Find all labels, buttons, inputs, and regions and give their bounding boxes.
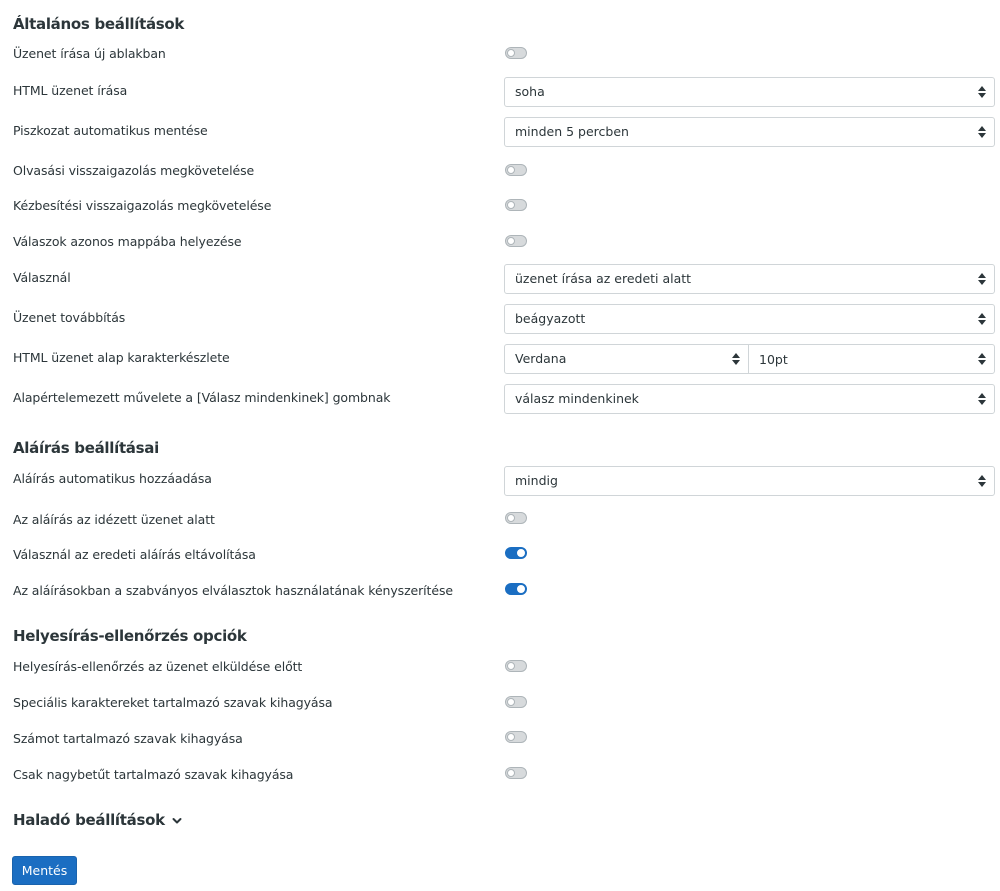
ignore-symbols-label: Speciális karaktereket tartalmazó szavak kihagyása [13,695,333,710]
toggle-knob [507,166,515,174]
reply-mode-label: Válasznál [13,270,71,285]
autosave-label: Piszkozat automatikus mentése [13,123,208,138]
default-font-label: HTML üzenet alap karakterkészlete [13,350,230,365]
select-arrows-icon [978,126,986,138]
reply-same-folder-label: Válaszok azonos mappába helyezése [13,234,242,249]
force-separator-label: Az aláírásokban a szabványos elválasztok használatának kényszerítése [13,583,453,598]
toggle-knob [507,662,515,670]
ignore-symbols-toggle[interactable] [505,696,527,708]
compose-new-window-toggle[interactable] [505,47,527,59]
default-font-value: Verdana [515,351,567,366]
html-compose-value: soha [515,84,545,99]
reply-all-default-value: válasz mindenkinek [515,391,639,406]
signature-below-quote-label: Az aláírás az idézett üzenet alatt [13,512,215,527]
reply-all-default-select[interactable] [504,384,995,414]
section-title-spellcheck: Helyesírás-ellenőrzés opciók [13,627,247,645]
select-arrows-icon [732,353,740,365]
toggle-knob [517,585,525,593]
select-arrows-icon [978,475,986,487]
select-arrows-icon [978,353,986,365]
forward-mode-select[interactable] [504,304,995,334]
forward-mode-label: Üzenet továbbítás [13,310,126,325]
read-receipt-toggle[interactable] [505,164,527,176]
reply-all-default-label: Alapértelemezett művelete a [Válasz mindenkinek] gombnak [13,390,391,405]
signature-auto-add-label: Aláírás automatikus hozzáadása [13,471,212,486]
section-title-general: Általános beállítások [13,15,185,33]
compose-new-window-label: Üzenet írása új ablakban [13,46,166,61]
reply-same-folder-toggle[interactable] [505,235,527,247]
select-arrows-icon [978,86,986,98]
html-compose-label: HTML üzenet írása [13,83,128,98]
delivery-receipt-toggle[interactable] [505,199,527,211]
save-button[interactable]: Mentés [12,856,77,885]
ignore-caps-toggle[interactable] [505,767,527,779]
autosave-value: minden 5 percben [515,124,629,139]
signature-auto-add-select[interactable] [504,466,995,496]
toggle-knob [507,698,515,706]
ignore-numbers-label: Számot tartalmazó szavak kihagyása [13,731,243,746]
toggle-knob [507,769,515,777]
default-font-size-value: 10pt [759,352,788,367]
reply-mode-value: üzenet írása az eredeti alatt [515,271,692,286]
toggle-knob [507,733,515,741]
toggle-knob [507,49,515,57]
strip-signature-label: Válasznál az eredeti aláírás eltávolítása [13,547,256,562]
autosave-select[interactable] [504,117,995,147]
advanced-settings-toggle[interactable] [13,810,183,830]
delivery-receipt-label: Kézbesítési visszaigazolás megkövetelése [13,198,272,213]
force-separator-toggle[interactable] [505,583,527,595]
select-arrows-icon [978,273,986,285]
default-font-size-select[interactable] [748,344,995,374]
select-arrows-icon [978,313,986,325]
select-arrows-icon [978,393,986,405]
toggle-knob [507,201,515,209]
strip-signature-toggle[interactable] [505,547,527,559]
spellcheck-before-send-toggle[interactable] [505,660,527,672]
advanced-settings-title: Haladó beállítások [13,811,165,829]
chevron-down-icon [171,815,183,827]
signature-auto-add-value: mindig [515,473,558,488]
section-title-signature: Aláírás beállításai [13,439,159,457]
read-receipt-label: Olvasási visszaigazolás megkövetelése [13,163,255,178]
default-font-select[interactable] [504,344,749,374]
ignore-caps-label: Csak nagybetűt tartalmazó szavak kihagyása [13,767,294,782]
toggle-knob [517,549,525,557]
toggle-knob [507,514,515,522]
reply-mode-select[interactable] [504,264,995,294]
toggle-knob [507,237,515,245]
html-compose-select[interactable] [504,77,995,107]
signature-below-quote-toggle[interactable] [505,512,527,524]
forward-mode-value: beágyazott [515,311,586,326]
spellcheck-before-send-label: Helyesírás-ellenőrzés az üzenet elküldése előtt [13,659,303,674]
ignore-numbers-toggle[interactable] [505,731,527,743]
